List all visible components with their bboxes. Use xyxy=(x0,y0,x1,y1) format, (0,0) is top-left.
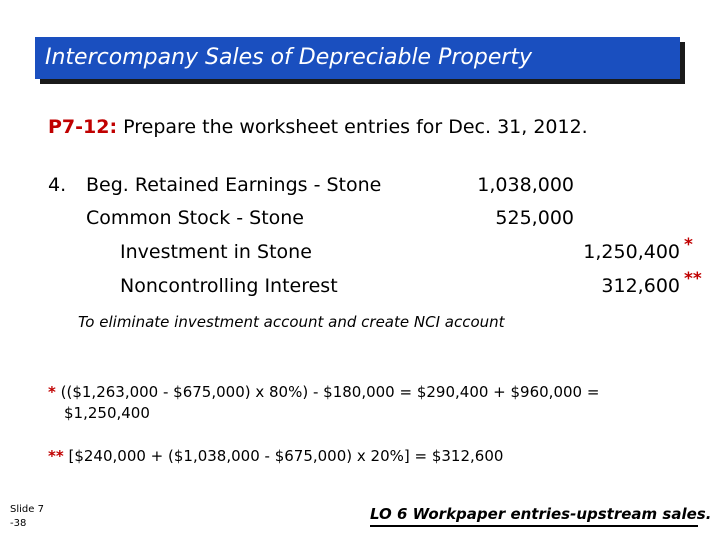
entry-credit-3 xyxy=(583,235,693,263)
footnote-2 xyxy=(48,446,503,466)
entry-debit-2: 525,000 xyxy=(495,207,574,229)
footnote-2-line1: [$240,000 + ($1,038,000 - $675,000) x 20%] = $312,600 xyxy=(68,447,504,465)
slide-number: Slide 7 -38 xyxy=(10,504,44,529)
footnote-marker-double: ** xyxy=(684,269,702,289)
entry-note: To eliminate investment account and create NCI account xyxy=(78,313,505,331)
footnote-1-line1: (($1,263,000 - $675,000) x 80%) - $180,000 = $290,400 + $960,000 = xyxy=(60,383,600,401)
problem-number: P7-12: xyxy=(48,116,118,138)
entry-account-4: Noncontrolling Interest xyxy=(120,275,338,297)
footnote-1 xyxy=(48,382,599,402)
entry-number: 4. xyxy=(48,174,67,196)
slide-title: Intercompany Sales of Depreciable Property xyxy=(35,37,680,79)
entry-credit-4-value: 312,600 xyxy=(601,275,680,297)
footnote-1-continued: $1,250,400 xyxy=(64,404,150,422)
footnote-marker-single: * xyxy=(684,235,693,255)
entry-debit-1: 1,038,000 xyxy=(477,174,574,196)
entry-account-1: Beg. Retained Earnings - Stone xyxy=(86,174,382,196)
entry-credit-4 xyxy=(601,269,702,297)
entry-account-3: Investment in Stone xyxy=(120,241,312,263)
problem-statement xyxy=(48,116,588,138)
entry-credit-3-value: 1,250,400 xyxy=(583,241,680,263)
problem-text: Prepare the worksheet entries for Dec. 31, 2012. xyxy=(123,116,588,138)
learning-objective: LO 6 Workpaper entries-upstream sales. xyxy=(370,505,698,527)
footnote-1-mark: * xyxy=(48,383,56,401)
entry-account-2: Common Stock - Stone xyxy=(86,207,304,229)
footnote-2-mark: ** xyxy=(48,447,64,465)
